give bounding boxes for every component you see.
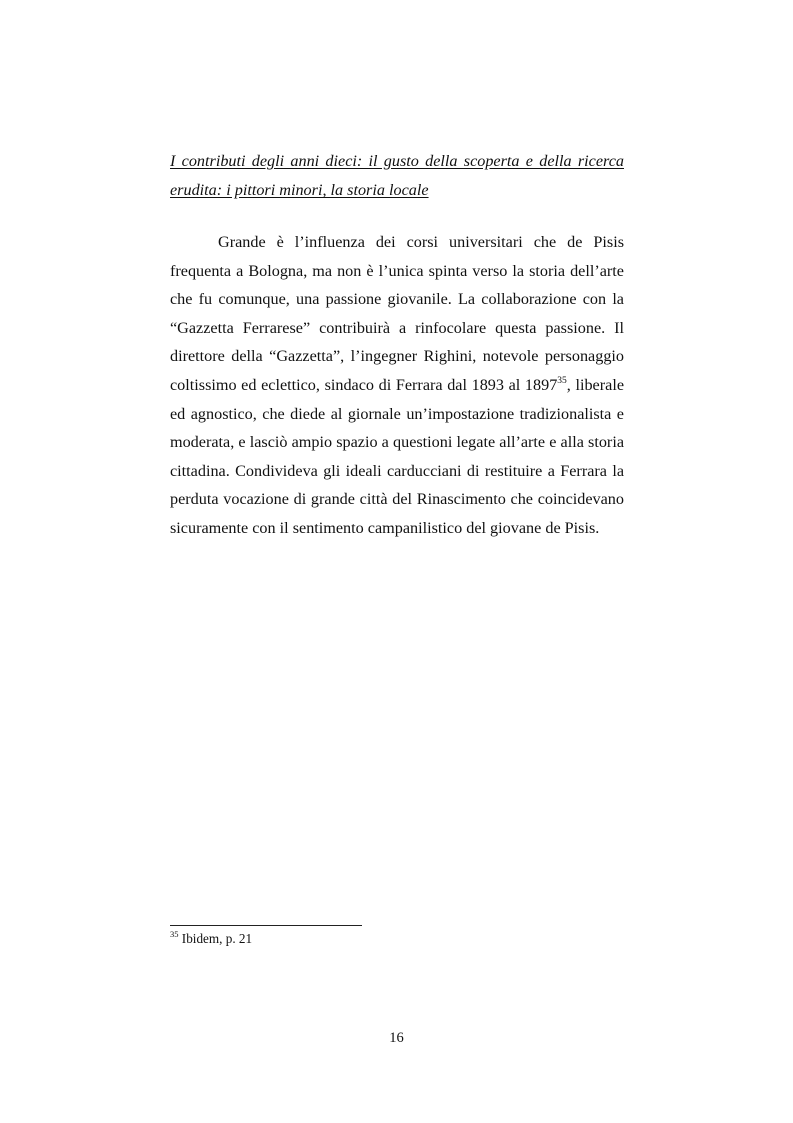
section-heading: I contributi degli anni dieci: il gusto della scoperta e della ricerca erudita: i pittori minori, la storia locale bbox=[170, 152, 624, 199]
footnote bbox=[170, 930, 252, 948]
paragraph-text-part2: , liberale ed agnostico, che diede al giornale un’impostazione tradizionalista e moderata, e lasciò ampio spazio a questioni legate all’arte e alla storia cittadina. Condivideva gli ideali carducciani di restituire a Ferrara la perduta vocazione di grande città del Rinascimento che coincidevano sicuramente con il sentimento campanilistico del giovane de Pisis. bbox=[170, 375, 624, 537]
paragraph-text-part1: Grande è l’influenza dei corsi universitari che de Pisis frequenta a Bologna, ma non è l’unica spinta verso la storia dell’arte che fu comunque, una passione giovanile. La collaborazione con la “Gazzetta Ferrarese” contribuirà a rinfocolare questa passione. Il direttore della “Gazzetta”, l’ingegner Righini, notevole personaggio coltissimo ed eclettico, sindaco di Ferrara dal 1893 al 1897 bbox=[170, 233, 624, 394]
footnote-text: Ibidem, p. 21 bbox=[181, 931, 253, 946]
footnote-reference[interactable]: 35 bbox=[557, 375, 567, 386]
footnote-separator bbox=[170, 925, 362, 926]
body-paragraph bbox=[170, 228, 624, 543]
footnote-number: 35 bbox=[170, 928, 179, 939]
page-number: 16 bbox=[389, 1030, 404, 1046]
